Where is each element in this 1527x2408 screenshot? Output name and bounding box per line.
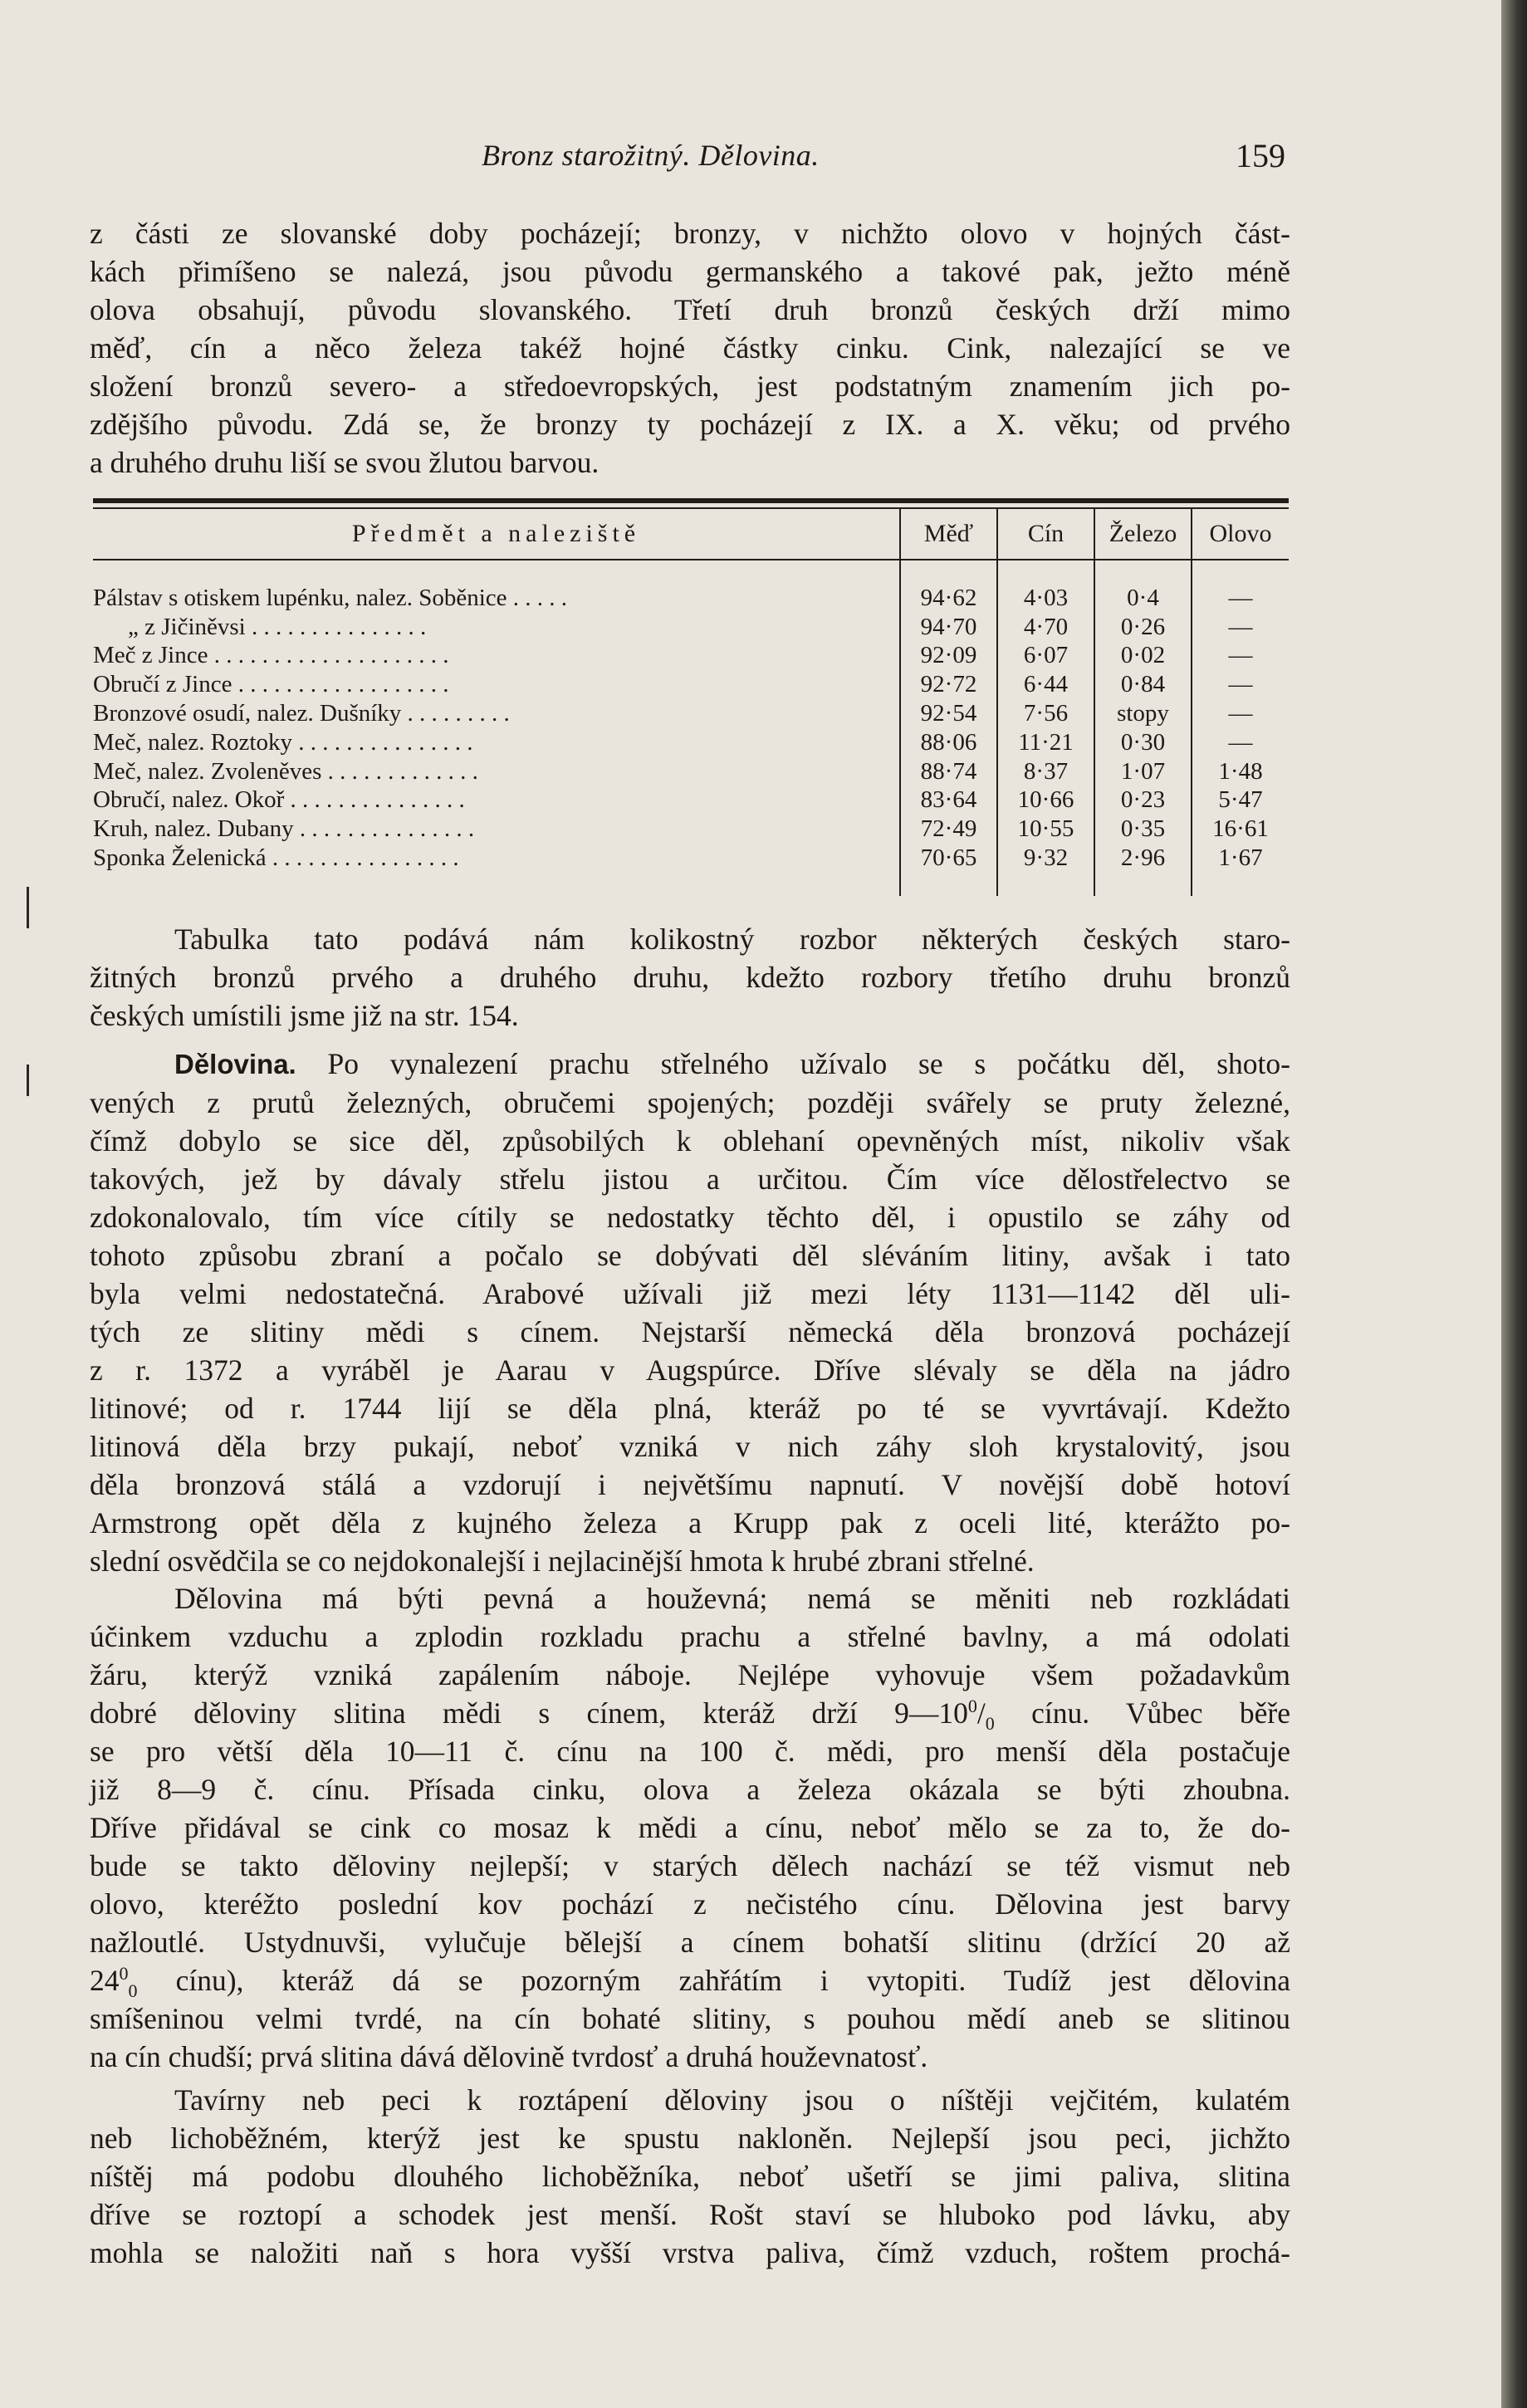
text-fragment: /	[976, 1696, 986, 1730]
text-line: tých ze slitiny mědi s cínem. Nejstarší německá děla bronzová pocházejí	[90, 1315, 1290, 1348]
page-number: 159	[1236, 137, 1285, 174]
text-line: děla bronzová stálá a vzdorují i největšímu napnutí. V novější době hotoví	[90, 1468, 1290, 1501]
table-top-rule	[93, 498, 1289, 503]
text-line: slední osvědčila se co nejdokonalejší i nejlacinější hmota k hrubé zbrani střelné.	[90, 1544, 1035, 1578]
text-line: smíšeninou velmi tvrdé, na cín bohaté slitiny, s pouhou mědí aneb se slitinou	[90, 2002, 1290, 2035]
text-line: takových, jež by dávaly střelu jistou a určitou. Čím více dělostřelectvo se	[90, 1162, 1290, 1196]
text-line: Tabulka tato podává nám kolikostný rozbor některých českých staro-	[174, 923, 1290, 956]
row-iron: 0·26	[1094, 613, 1192, 642]
row-copper: 92·54	[900, 699, 997, 728]
row-lead: —	[1192, 699, 1289, 728]
row-object: Pálstav s otiskem lupénku, nalez. Soběnice . . . . .	[93, 584, 568, 611]
text-line: a druhého druhu liší se svou žlutou barvou.	[90, 446, 600, 479]
row-tin: 10·66	[997, 786, 1094, 815]
text-line: litinové; od r. 1744 lijí se děla plná, kteráž po té se vyvrtávají. Kdežto	[90, 1392, 1290, 1425]
text-line: zdějšího původu. Zdá se, že bronzy ty pocházejí z IX. a X. věku; od prvého	[90, 408, 1290, 441]
row-iron: 1·07	[1094, 757, 1192, 786]
text-line: žitných bronzů prvého a druhého druhu, kdežto rozbory třetího druhu bronzů	[90, 961, 1290, 994]
text-line: kách přimíšeno se nalezá, jsou původu germanského a takové pak, ježto méně	[90, 255, 1290, 288]
row-tin: 9·32	[997, 844, 1094, 873]
row-copper: 72·49	[900, 815, 997, 844]
text-line: olova obsahují, původu slovanského. Třetí druh bronzů českých drží mimo	[90, 293, 1290, 326]
row-lead: 5·47	[1192, 786, 1289, 815]
row-iron: 0·84	[1094, 670, 1192, 699]
row-tin: 10·55	[997, 815, 1094, 844]
text-line: Armstrong opět děla z kujného železa a Krupp pak z oceli lité, kterážto po-	[90, 1506, 1290, 1539]
row-tin: 8·37	[997, 757, 1094, 786]
row-iron: 2·96	[1094, 844, 1192, 873]
text-line: bude se takto děloviny nejlepší; v starých dělech nachází se též vismut neb	[90, 1849, 1290, 1882]
row-lead: 16·61	[1192, 815, 1289, 844]
table-row	[93, 642, 1289, 671]
row-object: Meč, nalez. Roztoky . . . . . . . . . . . . . . .	[93, 728, 473, 756]
text-line: Dříve přidával se cink co mosaz k mědi a cínu, neboť mělo se za to, že do-	[90, 1811, 1290, 1844]
text-line: byla velmi nedostatečná. Arabové užívali již mezi léty 1131—1142 děl uli-	[90, 1277, 1290, 1310]
text-line: neb lichoběžném, kterýž jest ke spustu nakloněn. Nejlepší jsou peci, jichžto	[90, 2122, 1290, 2155]
row-copper: 70·65	[900, 844, 997, 873]
table-row	[93, 757, 1289, 786]
text-line: nažloutlé. Ustydnuvši, vylučuje bělejší a cínem bohatší slitinu (držící 20 až	[90, 1926, 1290, 1959]
analysis-table	[93, 509, 1289, 896]
margin-mark	[27, 887, 29, 928]
alloy-paragraph	[90, 1579, 1290, 2076]
column-header-copper: Měď	[900, 509, 997, 560]
text-line: složení bronzů severo- a středoevropských, jest podstatným znamením jich po-	[90, 370, 1290, 403]
text-line: dříve se roztopí a schodek jest menší. Rošt staví se hluboko pod lávku, aby	[90, 2198, 1290, 2231]
row-copper: 94·62	[900, 584, 997, 613]
text-line: na cín chudší; prvá slitina dává dělovině tvrdosť a druhá houževnatosť.	[90, 2040, 928, 2073]
text-line: zdokonalovalo, tím více cítily se nedostatky těchto děl, i opustilo se záhy od	[90, 1201, 1290, 1234]
delovina-paragraph	[90, 1045, 1290, 1580]
text-line: vených z prutů železných, obručemi spojených; později svářely se pruty železné,	[90, 1086, 1290, 1119]
row-iron: stopy	[1094, 699, 1192, 728]
row-lead: —	[1192, 613, 1289, 642]
row-copper: 94·70	[900, 613, 997, 642]
running-title: Bronz starožitný. Dělovina.	[482, 139, 820, 172]
column-header-object: Předmět a naleziště	[93, 509, 900, 560]
text-line: již 8—9 č. cínu. Přísada cinku, olova a železa okázala se býti zhoubna.	[90, 1773, 1290, 1806]
row-lead: —	[1192, 728, 1289, 757]
subscript: 0	[128, 1980, 138, 2002]
row-tin: 11·21	[997, 728, 1094, 757]
text-fragment: cínu), kteráž dá se pozorným zahřátím i vytopiti. Tudíž jest dělovina	[137, 1964, 1290, 1997]
table-spacer-row	[93, 873, 1289, 896]
row-object: Kruh, nalez. Dubany . . . . . . . . . . . . . . .	[93, 815, 475, 843]
row-iron: 0·30	[1094, 728, 1192, 757]
row-object: Bronzové osudí, nalez. Dušníky . . . . . . . . .	[93, 700, 510, 727]
row-lead: 1·67	[1192, 844, 1289, 873]
row-lead: —	[1192, 642, 1289, 671]
text-line: Dělovina má býti pevná a houževná; nemá se měniti neb rozkládati	[174, 1582, 1290, 1615]
row-copper: 92·09	[900, 642, 997, 671]
row-lead: 1·48	[1192, 757, 1289, 786]
table-row	[93, 728, 1289, 757]
table-spacer-row	[93, 560, 1289, 584]
row-copper: 88·74	[900, 757, 997, 786]
row-lead: —	[1192, 670, 1289, 699]
bronze-analysis-table	[93, 498, 1289, 896]
text-line: měď, cín a něco železa takéž hojné částky cinku. Cink, nalezající se ve	[90, 331, 1290, 365]
column-header-iron: Železo	[1094, 509, 1192, 560]
text-line: mohla se naložiti naň s hora vyšší vrstva paliva, čímž vzduch, roštem prochá-	[90, 2236, 1290, 2269]
text-line: čímž dobylo se sice děl, způsobilých k oblehaní opevněných míst, nikoliv však	[90, 1124, 1290, 1158]
section-term: Dělovina.	[174, 1049, 296, 1079]
text-line: níštěj má podobu dlouhého lichoběžníka, neboť ušetří se jimi paliva, slitina	[90, 2160, 1290, 2193]
column-header-tin: Cín	[997, 509, 1094, 560]
row-tin: 4·03	[997, 584, 1094, 613]
text-line: žáru, kterýž vzniká zapálením náboje. Nejlépe vyhovuje všem požadavkům	[90, 1658, 1290, 1691]
row-iron: 0·23	[1094, 786, 1192, 815]
text-line: litinová děla brzy pukají, neboť vzniká v nich záhy sloh krystalovitý, jsou	[90, 1430, 1290, 1463]
row-tin: 4·70	[997, 613, 1094, 642]
table-header-row	[93, 509, 1289, 560]
text-line: olovo, kteréžto poslední kov pochází z nečistého cínu. Dělovina jest barvy	[90, 1887, 1290, 1921]
margin-mark	[27, 1065, 29, 1096]
superscript: 0	[967, 1696, 977, 1717]
text-line: tohoto způsobu zbraní a počalo se dobývati děl sléváním litiny, avšak i tato	[90, 1239, 1290, 1272]
row-tin: 6·07	[997, 642, 1094, 671]
table-commentary-paragraph	[90, 920, 1290, 1035]
text-fragment: cínu. Vůbec běře	[994, 1696, 1290, 1730]
superscript: 0	[119, 1963, 129, 1985]
table-row	[93, 786, 1289, 815]
row-object: Meč z Jince . . . . . . . . . . . . . . . . . . . .	[93, 642, 449, 669]
page-edge-shadow	[1501, 0, 1527, 2408]
row-object: „ z Jičiněvsi . . . . . . . . . . . . . . .	[128, 613, 427, 640]
row-object: Sponka Želenická . . . . . . . . . . . . . . . .	[93, 844, 459, 872]
row-object: Obručí, nalez. Okoř . . . . . . . . . . . . . . .	[93, 786, 465, 814]
row-copper: 92·72	[900, 670, 997, 699]
intro-paragraph	[90, 214, 1290, 482]
text-fragment: 24	[90, 1964, 120, 1997]
row-object: Obručí z Jince . . . . . . . . . . . . . . . . . .	[93, 671, 449, 698]
row-iron: 0·35	[1094, 815, 1192, 844]
furnace-paragraph	[90, 2081, 1290, 2272]
text-line: účinkem vzduchu a zplodin rozkladu prachu a střelné bavlny, a má odolati	[90, 1620, 1290, 1653]
column-header-lead: Olovo	[1192, 509, 1289, 560]
text-line: z části ze slovanské doby pocházejí; bronzy, v nichžto olovo v hojných část-	[90, 217, 1290, 250]
table-row	[93, 670, 1289, 699]
text-line	[90, 1045, 1290, 1084]
row-iron: 0·02	[1094, 642, 1192, 671]
text-line: z r. 1372 a vyráběl je Aarau v Augspúrce. Dříve slévaly se děla na jádro	[90, 1353, 1290, 1387]
text-fragment: Po vynalezení prachu střelného užívalo se s počátku děl, shoto-	[327, 1047, 1290, 1080]
table-row	[93, 584, 1289, 613]
row-copper: 83·64	[900, 786, 997, 815]
row-iron: 0·4	[1094, 584, 1192, 613]
table-row	[93, 844, 1289, 873]
text-line	[90, 1694, 1290, 1735]
row-tin: 6·44	[997, 670, 1094, 699]
row-tin: 7·56	[997, 699, 1094, 728]
text-line: českých umístili jsme již na str. 154.	[90, 999, 519, 1032]
row-copper: 88·06	[900, 728, 997, 757]
row-lead: —	[1192, 584, 1289, 613]
table-row	[93, 815, 1289, 844]
text-line: se pro větší děla 10—11 č. cínu na 100 č. mědi, pro menší děla postačuje	[90, 1735, 1290, 1768]
table-row	[93, 613, 1289, 642]
text-fragment: dobré děloviny slitina mědi s cínem, kteráž drží 9—10	[90, 1696, 968, 1730]
table-row	[93, 699, 1289, 728]
subscript: 0	[985, 1713, 995, 1735]
row-object: Meč, nalez. Zvoleněves . . . . . . . . . . . . .	[93, 757, 478, 785]
text-line: Tavírny neb peci k roztápení děloviny jsou o níštěji vejčitém, kulatém	[174, 2083, 1290, 2117]
text-line	[90, 1961, 1290, 2002]
